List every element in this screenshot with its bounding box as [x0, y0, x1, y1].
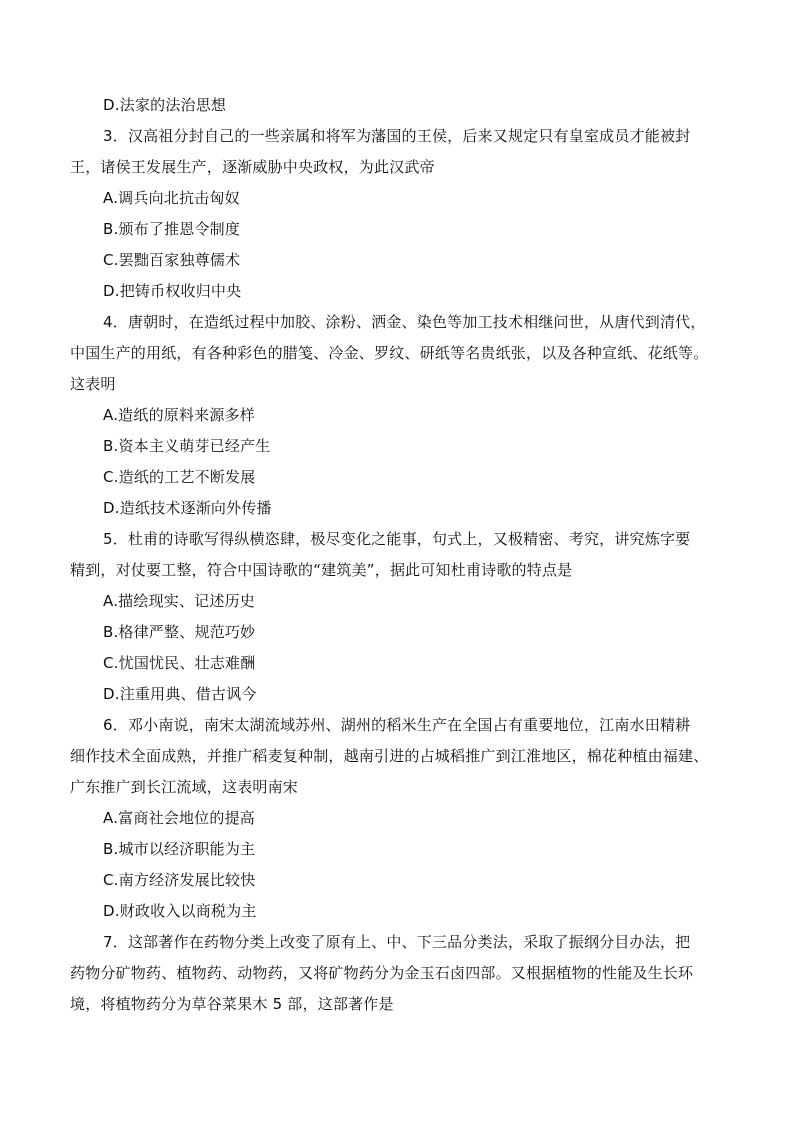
option-d-q5: D.注重用典、借古讽今: [103, 685, 257, 703]
option-d-q6: D.财政收入以商税为主: [103, 902, 257, 920]
question-7-stem-line-3: 境，将植物药分为草谷菜果木 5 部，这部著作是: [70, 995, 394, 1013]
question-3-stem-line-1: 3．汉高祖分封自己的一些亲属和将军为藩国的王侯，后来又规定只有皇室成员才能被封: [103, 127, 691, 145]
question-3-stem-line-2: 王，诸侯王发展生产，逐渐威胁中央政权，为此汉武帝: [70, 158, 435, 176]
question-4-stem-line-2: 中国生产的用纸，有各种彩色的腊笺、冷金、罗纹、研纸等名贵纸张，以及各种宣纸、花纸等。: [70, 344, 709, 362]
question-text-body: [70, 90, 726, 1020]
question-5-stem-line-1: 5．杜甫的诗歌写得纵横恣肆，极尽变化之能事，句式上，又极精密、考究，讲究炼字要: [103, 530, 691, 548]
question-4-stem-line-1: 4．唐朝时，在造纸过程中加胶、涂粉、洒金、染色等加工技术相继问世，从唐代到清代，: [103, 313, 706, 331]
question-7-stem-line-2: 药物分矿物药、植物药、动物药，又将矿物药分为金玉石卤四部。又根据植物的性能及生长环: [70, 964, 694, 982]
option-b-q6: B.城市以经济职能为主: [103, 840, 256, 858]
question-5-stem-line-2: 精到，对仗要工整，符合中国诗歌的“建筑美”，据此可知杜甫诗歌的特点是: [70, 561, 573, 579]
option-c-q6: C.南方经济发展比较快: [103, 871, 256, 889]
option-a-q6: A.富商社会地位的提高: [103, 809, 255, 827]
option-a-q4: A.造纸的原料来源多样: [103, 406, 255, 424]
option-c-q4: C.造纸的工艺不断发展: [103, 468, 256, 486]
question-4-stem-line-3: 这表明: [70, 375, 116, 393]
question-6-stem-line-3: 广东推广到长江流域，这表明南宋: [70, 778, 299, 796]
option-c-q3: C.罢黜百家独尊儒术: [103, 251, 241, 269]
option-b-q3: B.颁布了推恩令制度: [103, 220, 241, 238]
option-d-q2: D.法家的法治思想: [103, 96, 227, 114]
option-a-q5: A.描绘现实、记述历史: [103, 592, 255, 610]
option-b-q4: B.资本主义萌芽已经产生: [103, 437, 271, 455]
option-c-q5: C.忧国忧民、壮志难酬: [103, 654, 256, 672]
option-b-q5: B.格律严整、规范巧妙: [103, 623, 256, 641]
option-a-q3: A.调兵向北抗击匈奴: [103, 189, 240, 207]
option-d-q3: D.把铸币权收归中央: [103, 282, 242, 300]
question-6-stem-line-1: 6．邓小南说，南宋太湖流域苏州、湖州的稻米生产在全国占有重要地位，江南水田精耕: [103, 716, 691, 734]
option-d-q4: D.造纸技术逐渐向外传播: [103, 499, 272, 517]
question-7-stem-line-1: 7．这部著作在药物分类上改变了原有上、中、下三品分类法，采取了振纲分目办法，把: [103, 933, 691, 951]
question-6-stem-line-2: 细作技术全面成熟，并推广稻麦复种制，越南引进的占城稻推广到江淮地区，棉花种植由福建、: [70, 747, 709, 765]
